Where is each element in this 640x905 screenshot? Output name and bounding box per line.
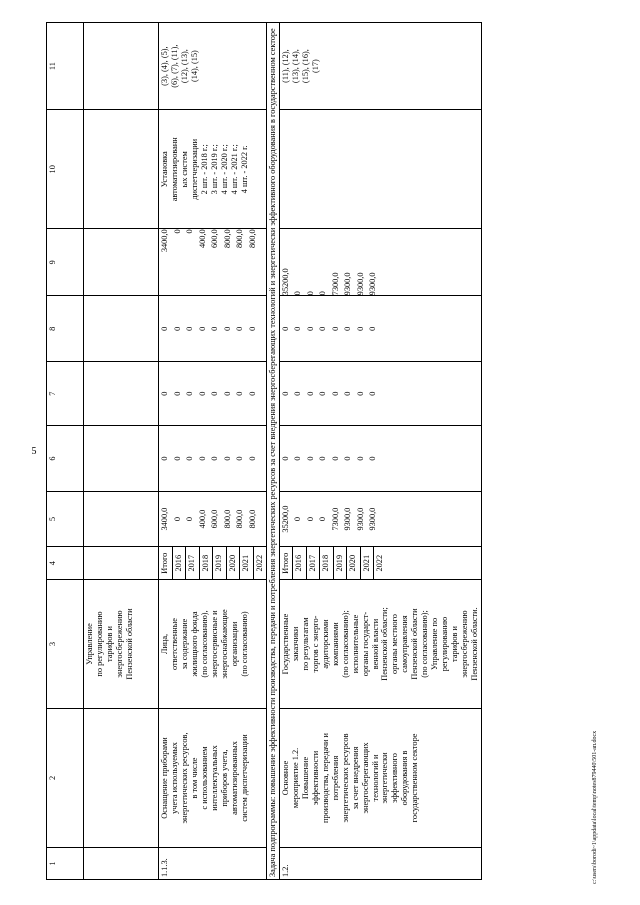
- years-cell: [279, 547, 481, 580]
- value: 600,0: [210, 509, 219, 529]
- year-label: 2016: [173, 547, 187, 579]
- value: 35200,0: [280, 268, 290, 296]
- target-indicator: [279, 110, 481, 229]
- value: 0: [293, 291, 303, 296]
- row-1-2: [279, 23, 481, 880]
- year-label: 2019: [213, 547, 227, 579]
- col7-values: [279, 362, 481, 426]
- value: 0: [160, 391, 169, 396]
- col-number-7: 7: [47, 362, 84, 426]
- year-label: 2021: [240, 547, 254, 579]
- value: 0: [210, 326, 219, 331]
- value: 9300,0: [343, 272, 353, 296]
- subprogram-task: Задача подпрограммы: повышение эффективности производства, передачи и потребления энергетических ресурсов за счет внедрения энергосберегающих технологий и энергетически эффективного оборудования в государственном секторе: [267, 23, 280, 880]
- task-row: [267, 23, 280, 880]
- value: 0: [343, 391, 353, 396]
- target-indicator: Установка автоматизированн ых систем диспетчеризации 2 шт. - 2018 г.; 3 шт. - 2019 г.; 4 шт. - 2020 г.; 4 шт. - 2021 г.; 4 шт. - 2022 г.: [159, 110, 267, 229]
- value: 7300,0: [330, 507, 340, 531]
- value: 0: [368, 456, 378, 461]
- value: 0: [172, 517, 182, 522]
- col9-values: [279, 229, 481, 296]
- executor: Лица, ответственные за содержание жилищного фонда (по согласованию), энергосервисные и энергоснабжающие организации (по согласованию): [159, 580, 267, 709]
- year-label: 2021: [361, 547, 375, 579]
- year-label: 2017: [307, 547, 321, 579]
- value: 0: [222, 456, 232, 461]
- value: 9300,0: [368, 272, 378, 296]
- col7-values: [159, 362, 267, 426]
- value: 600,0: [210, 229, 219, 248]
- program-measures-table: [46, 22, 482, 880]
- col6-values: [279, 426, 481, 492]
- value: 0: [172, 391, 182, 396]
- value: 0: [247, 391, 257, 396]
- value: 0: [293, 517, 303, 522]
- value: 0: [185, 391, 194, 396]
- value: 0: [318, 456, 328, 461]
- continuation-row: [84, 23, 159, 880]
- value: 0: [160, 456, 169, 461]
- measure-name: Оснащение приборами учета используемых энергетических ресурсов, в том числе с использованием интеллектуальных приборов учета, автоматизированных систем диспетчеризации: [159, 708, 267, 847]
- value: 0: [330, 391, 340, 396]
- row-1-1-3: [159, 23, 267, 880]
- value: 3400,0: [160, 229, 169, 253]
- year-label: Итого: [280, 547, 294, 579]
- value: 0: [247, 326, 257, 331]
- year-label: 2017: [186, 547, 200, 579]
- value: 0: [185, 229, 194, 234]
- value: 0: [185, 517, 194, 522]
- value: 800,0: [222, 509, 232, 529]
- indicator-links: (3), (4), (5), (6), (7), (11), (12), (13), (14), (15): [159, 23, 267, 110]
- year-label: 2020: [227, 547, 241, 579]
- year-label: 2016: [293, 547, 307, 579]
- col-number-8: 8: [47, 296, 84, 362]
- value: 9300,0: [368, 507, 378, 531]
- value: 0: [343, 326, 353, 331]
- value: 800,0: [247, 509, 257, 529]
- value: 0: [343, 456, 353, 461]
- value: 0: [355, 326, 365, 331]
- value: 0: [280, 326, 290, 331]
- value: 0: [172, 229, 182, 234]
- col5-values: [159, 491, 267, 546]
- col8-values: [159, 296, 267, 362]
- page-number: 5: [31, 446, 37, 457]
- value: 0: [247, 456, 257, 461]
- col-number-9: 9: [47, 229, 84, 296]
- value: 9300,0: [355, 272, 365, 296]
- value: 0: [235, 456, 244, 461]
- year-label: 2018: [200, 547, 214, 579]
- value: 400,0: [197, 509, 207, 529]
- value: 0: [280, 391, 290, 396]
- rotated-table-container: [46, 22, 630, 880]
- value: 0: [368, 326, 378, 331]
- value: 0: [197, 326, 207, 331]
- value: 0: [305, 456, 315, 461]
- year-label: 2022: [254, 554, 264, 572]
- year-label: Итого: [159, 547, 173, 579]
- value: 0: [210, 456, 219, 461]
- value: 0: [293, 391, 303, 396]
- value: 0: [222, 326, 232, 331]
- value: 0: [305, 326, 315, 331]
- value: 0: [305, 517, 315, 522]
- row-number: 1.1.3.: [159, 848, 267, 880]
- value: 0: [293, 326, 303, 331]
- value: 0: [330, 326, 340, 331]
- col9-values: [159, 229, 267, 296]
- column-numbers-row: [47, 23, 84, 880]
- col6-values: [159, 426, 267, 492]
- years-cell: [159, 547, 267, 580]
- value: 3400,0: [160, 507, 169, 531]
- col5-values: [279, 491, 481, 546]
- value: 0: [305, 291, 315, 296]
- value: 0: [318, 326, 328, 331]
- value: 35200,0: [280, 505, 290, 533]
- value: 0: [330, 456, 340, 461]
- col-number-6: 6: [47, 426, 84, 492]
- col-number-10: 10: [47, 110, 84, 229]
- year-label: 2018: [320, 547, 334, 579]
- row-number: 1.2.: [279, 848, 481, 880]
- year-label: 2019: [334, 547, 348, 579]
- value: 0: [172, 456, 182, 461]
- continuation-executor: Управление по регулированию тарифов и энергосбережению Пензенской области: [84, 580, 159, 709]
- value: 0: [355, 456, 365, 461]
- value: 0: [197, 456, 207, 461]
- col-number-11: 11: [47, 23, 84, 110]
- value: 800,0: [222, 229, 232, 248]
- col-number-5: 5: [47, 491, 84, 546]
- col-number-3: 3: [47, 580, 84, 709]
- value: 0: [160, 326, 169, 331]
- executor: Государственные заказчики по результатам торгов с энерго- аудиторскими компаниями (по согласованию); исполнительные органы государст- венной власти Пензенской области; органы местного самоуправления Пензенской области (по согласованию); Управление по регулированию тарифов и энергосбережению Пензенской области.: [279, 580, 481, 709]
- value: 400,0: [197, 229, 207, 248]
- value: 0: [355, 391, 365, 396]
- value: 0: [280, 456, 290, 461]
- value: 0: [235, 391, 244, 396]
- col-number-1: 1: [47, 848, 84, 880]
- value: 0: [222, 391, 232, 396]
- value: 0: [210, 391, 219, 396]
- value: 800,0: [247, 229, 257, 248]
- value: 0: [293, 456, 303, 461]
- indicator-links: (11), (12), (13), (14), (15), (16), (17): [279, 23, 481, 110]
- year-label: 2020: [347, 547, 361, 579]
- value: 9300,0: [343, 507, 353, 531]
- measure-name: Основное мероприятие 1.2. Повышение эффективности производства, передачи и потребления энергетических ресурсов за счет внедрения энергосберегающих технологий и энергетически эффективного оборудования в государственном секторе: [279, 708, 481, 847]
- value: 0: [172, 326, 182, 331]
- value: 0: [318, 517, 328, 522]
- value: 9300,0: [355, 507, 365, 531]
- col-number-4: 4: [47, 547, 84, 580]
- value: 0: [368, 391, 378, 396]
- value: 800,0: [235, 509, 244, 529]
- year-label: 2022: [375, 554, 385, 572]
- value: 0: [235, 326, 244, 331]
- col8-values: [279, 296, 481, 362]
- value: 800,0: [235, 229, 244, 248]
- value: 0: [318, 391, 328, 396]
- value: 0: [185, 456, 194, 461]
- value: 7300,0: [330, 272, 340, 296]
- value: 0: [305, 391, 315, 396]
- value: 0: [318, 291, 328, 296]
- footer-file-path: c:\users\borodi~1\appdata\local\temp\notes879440\501-ап.docx: [592, 730, 598, 884]
- value: 0: [197, 391, 207, 396]
- col-number-2: 2: [47, 708, 84, 847]
- value: 0: [185, 326, 194, 331]
